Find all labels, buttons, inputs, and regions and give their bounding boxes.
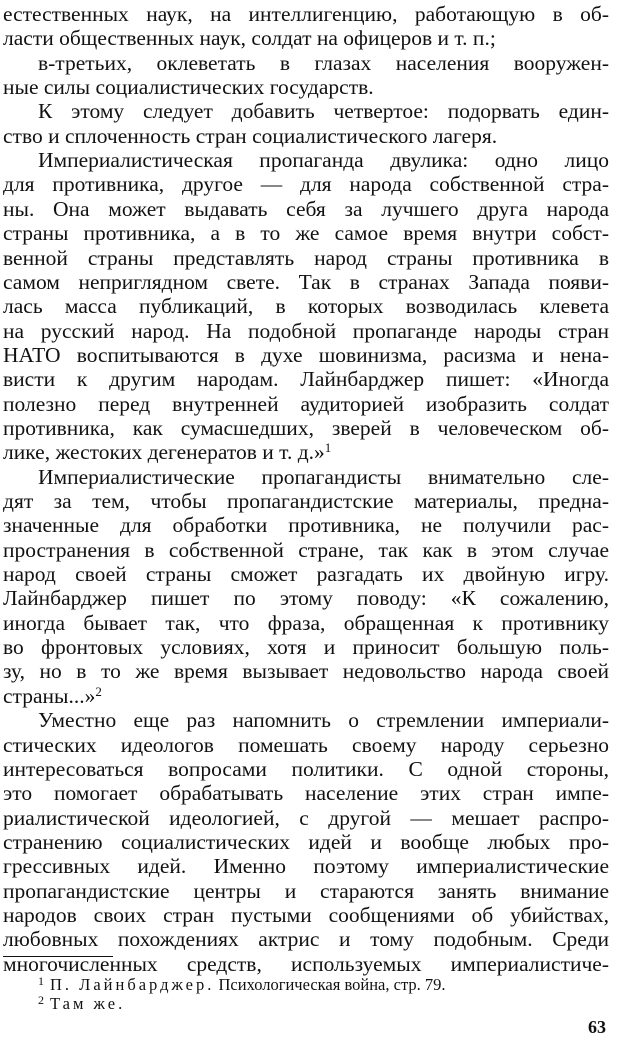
text-line — [3, 26, 609, 50]
text-line-content: ство и сплоченность стран социалистического лагеря. — [3, 123, 498, 148]
text-line-content: для противника, другое — для народа собственной стра- — [3, 172, 609, 197]
text-line — [3, 343, 609, 367]
text-line-content: в-третьих, оклеветать в глазах населения вооружен- — [38, 50, 609, 75]
text-line-content: многочисленных средств, используемых империалистиче- — [3, 951, 609, 976]
text-line-content: венной страны представлять народ страны противника в — [3, 245, 609, 270]
page-number: 63 — [588, 1017, 606, 1037]
text-line-content: интересоваться вопросами политики. С одной стороны, — [3, 756, 609, 781]
text-line — [3, 757, 609, 781]
text-line-content: противника, как сумасшедших, зверей в человеческом об- — [3, 415, 609, 440]
text-line — [3, 684, 609, 708]
text-line-content: ласти общественных наук, солдат на офицеров и т. п.; — [3, 26, 496, 51]
text-line — [3, 440, 609, 464]
text-line — [3, 489, 609, 513]
text-line — [38, 51, 609, 75]
text-line — [3, 367, 609, 391]
text-line — [3, 319, 609, 343]
text-line — [3, 806, 609, 830]
footnote-1-author: П. Лайнбарджер. — [50, 975, 215, 994]
footnote-reference: 2 — [95, 683, 102, 699]
text-line — [3, 538, 609, 562]
text-line-content: стических идеологов помешать своему народу серьезно — [3, 732, 609, 757]
text-line — [3, 586, 609, 610]
text-line-content: грессивных идей. Именно поэтому империалистические — [3, 854, 609, 879]
text-line-content: ны. Она может выдавать себя за лучшего друга народа — [3, 196, 609, 221]
footnote-1-source: Психологическая война, стр. 79. — [214, 975, 446, 994]
text-line — [3, 659, 609, 683]
text-line-content: пространения в собственной стране, так как в этом случае — [3, 537, 609, 562]
text-line-content: на русский народ. На подобной пропаганде народы стран — [3, 318, 609, 343]
text-line — [3, 733, 609, 757]
text-line-content: Империалистическая пропаганда двулика: одно лицо — [38, 148, 609, 173]
text-line-content: Лайнбарджер пишет по этому поводу: «К сожалению, — [3, 586, 609, 611]
text-line — [3, 221, 609, 245]
text-line — [3, 513, 609, 537]
text-line — [3, 562, 609, 586]
text-line-content: иногда бывает так, что фраза, обращенная к противнику — [3, 610, 609, 635]
text-line-content: во фронтовых условиях, хотя и приносит большую поль- — [3, 635, 609, 660]
text-line-content: самом неприглядном свете. Так в странах Запада появи- — [3, 269, 609, 294]
text-line-content: дят за тем, чтобы пропагандистские материалы, предна- — [3, 489, 609, 513]
text-line-content: зу, но в то же время вызывает недовольство народа своей — [3, 659, 609, 684]
text-line-content: народ своей страны сможет разгадать их двойную игру. — [3, 562, 609, 587]
text-line-content: значенные для обработки противника, не получили рас- — [3, 513, 609, 538]
footnote-divider — [3, 956, 113, 957]
text-line — [3, 635, 609, 659]
footnote-2-text: Там же. — [50, 994, 126, 1013]
text-line-content: пропагандистские центры и стараются занять внимание — [3, 878, 609, 903]
text-line — [3, 75, 609, 99]
text-line-content: это помогает обрабатывать население этих стран импе- — [3, 781, 609, 806]
text-line — [3, 197, 609, 221]
text-line-content: висти к другим народам. Лайнбарджер пишет: «Иногда — [3, 367, 609, 392]
text-line-content: риалистической идеологией, с другой — мешает распро- — [3, 805, 609, 830]
footnote-2-number: 2 — [38, 993, 44, 1007]
text-line — [3, 246, 609, 270]
text-line — [3, 294, 609, 318]
text-line — [3, 416, 609, 440]
text-line-content: Империалистические пропагандисты внимательно сле- — [38, 464, 609, 489]
text-line — [3, 903, 609, 927]
text-line — [3, 854, 609, 878]
text-line-content: Уместно еще раз напомнить о стремлении империали- — [38, 708, 609, 733]
text-line-content: К этому следует добавить четвертое: подорвать един- — [38, 99, 609, 124]
text-line — [3, 2, 609, 26]
text-line-content: естественных наук, на интеллигенцию, работающую в об- — [3, 2, 609, 26]
footnote-2 — [38, 989, 125, 1011]
text-line-content: лике, жестоких дегенератов и т. д.» — [3, 440, 325, 465]
text-line — [3, 172, 609, 196]
text-line — [3, 927, 609, 951]
text-line — [3, 781, 609, 805]
text-line-content: любовных похождениях актрис и тому подобным. Среди — [3, 927, 609, 952]
text-line — [3, 879, 609, 903]
text-line — [38, 99, 609, 123]
text-line-content: полезно перед внутренней аудиторией изобразить солдат — [3, 391, 609, 416]
text-line-content: страны противника, а в то же самое время внутри собст- — [3, 221, 609, 246]
text-line-content: лась масса публикаций, в которых возводилась клевета — [3, 294, 609, 319]
text-line — [3, 611, 609, 635]
text-line — [3, 830, 609, 854]
text-line-content: народов своих стран пустыми сообщениями об убийствах, — [3, 902, 609, 927]
text-line — [38, 148, 609, 172]
footnote-1-number: 1 — [38, 974, 44, 988]
text-line-content: странению социалистических идей и вообще любых про- — [3, 829, 609, 854]
text-line-content: страны...» — [3, 683, 96, 708]
text-line — [3, 392, 609, 416]
text-line — [38, 708, 609, 732]
footnote-reference: 1 — [324, 440, 332, 456]
text-line — [3, 270, 609, 294]
text-line — [38, 465, 609, 489]
text-line-content: ные силы социалистических государств. — [3, 75, 374, 100]
text-line-content: НАТО воспитываются в духе шовинизма, расизма и нена- — [3, 342, 609, 367]
text-line — [3, 124, 609, 148]
